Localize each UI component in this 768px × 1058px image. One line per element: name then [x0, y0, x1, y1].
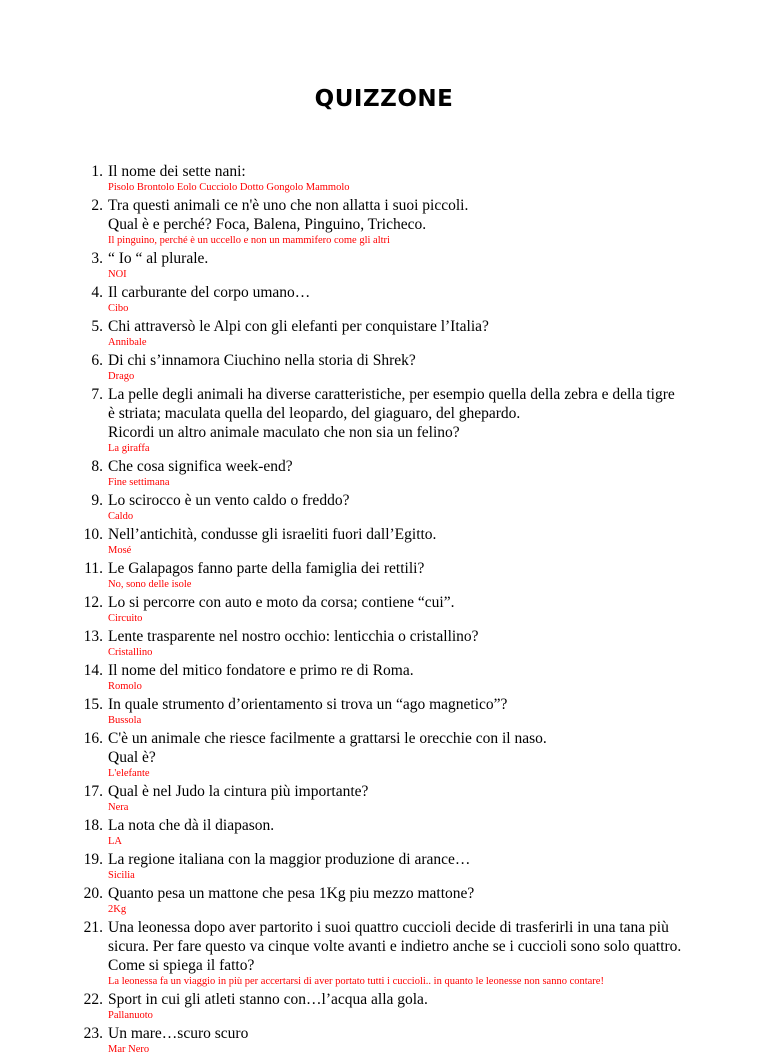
question-number: 9. [91, 492, 103, 509]
question-text: Qual è nel Judo la cintura più importante? [108, 783, 369, 800]
question-number: 8. [91, 458, 103, 475]
quiz-item [73, 249, 713, 282]
question-number: 22. [83, 991, 103, 1008]
answer-text: Pisolo Brontolo Eolo Cucciolo Dotto Gongolo Mammolo [108, 182, 350, 193]
question-text: Le Galapagos fanno parte della famiglia dei rettili? [108, 560, 425, 577]
question-number: 19. [83, 851, 103, 868]
question-number: 20. [83, 885, 103, 902]
question-text: Il carburante del corpo umano… [108, 284, 311, 301]
answer-text: Mar Nero [108, 1044, 150, 1055]
answer-text: La giraffa [108, 443, 150, 454]
answer-text: Annibale [108, 337, 147, 348]
answer-text: La leonessa fa un viaggio in più per accertarsi di aver portato tutti i cuccioli.. in quanto le leonesse non sanno contare! [108, 976, 604, 987]
question-text: Una leonessa dopo aver partorito i suoi quattro cuccioli decide di trasferirli in una tana più sicura. Per fare questo va cinque volte avanti e indietro anche se i cuccioli sono solo quattro. Come si spiega il fatto? [108, 919, 682, 974]
answer-text: Bussola [108, 715, 142, 726]
answer-text: Mosé [108, 545, 132, 556]
answer-text: Romolo [108, 681, 142, 692]
question-text: Un mare…scuro scuro [108, 1025, 249, 1042]
question-number: 3. [91, 250, 103, 267]
question-number: 21. [83, 919, 103, 936]
quiz-item [73, 729, 713, 781]
quiz-item [73, 1024, 713, 1057]
quiz-item [73, 283, 713, 316]
question-text: Nell’antichità, condusse gli israeliti fuori dall’Egitto. [108, 526, 437, 543]
question-number: 4. [91, 284, 103, 301]
answer-text: Nera [108, 802, 129, 813]
question-number: 15. [83, 696, 103, 713]
question-text: Il nome dei sette nani: [108, 163, 246, 180]
question-text: Di chi s’innamora Ciuchino nella storia di Shrek? [108, 352, 416, 369]
quiz-item [73, 196, 713, 248]
question-text: Che cosa significa week-end? [108, 458, 293, 475]
quiz-item [73, 661, 713, 694]
question-number: 1. [91, 163, 103, 180]
answer-text: Il pinguino, perché è un uccello e non un mammifero come gli altri [108, 235, 390, 246]
quiz-item [73, 525, 713, 558]
answer-text: LA [108, 836, 122, 847]
answer-text: 2Kg [108, 904, 127, 915]
question-number: 11. [84, 560, 103, 577]
quiz-item [73, 457, 713, 490]
answer-text: No, sono delle isole [108, 579, 192, 590]
quiz-item [73, 385, 713, 456]
quiz-item [73, 695, 713, 728]
quiz-item [73, 850, 713, 883]
answer-text: NOI [108, 269, 127, 280]
question-text: In quale strumento d’orientamento si trova un “ago magnetico”? [108, 696, 508, 713]
question-number: 10. [83, 526, 103, 543]
question-number: 23. [83, 1025, 103, 1042]
question-number: 2. [91, 197, 103, 214]
question-number: 14. [83, 662, 103, 679]
question-number: 7. [91, 386, 103, 403]
question-number: 18. [83, 817, 103, 834]
question-number: 16. [83, 730, 103, 747]
question-text: La pelle degli animali ha diverse caratteristiche, per esempio quella della zebra e della tigre è striata; maculata quella del leopardo, del giaguaro, del ghepardo. Ricordi un altro animale maculato che non sia un felino? [108, 386, 675, 441]
quiz-list [73, 162, 713, 1058]
quiz-item [73, 559, 713, 592]
quiz-item [73, 491, 713, 524]
quiz-item [73, 918, 713, 989]
answer-text: Fine settimana [108, 477, 170, 488]
quiz-item [73, 884, 713, 917]
page-title: QUIZZONE [314, 86, 454, 112]
question-number: 13. [83, 628, 103, 645]
question-text: “ Io “ al plurale. [108, 250, 209, 267]
question-number: 5. [91, 318, 103, 335]
quiz-item [73, 317, 713, 350]
question-text: Chi attraversò le Alpi con gli elefanti per conquistare l’Italia? [108, 318, 489, 335]
quiz-item [73, 782, 713, 815]
question-text: Lo scirocco è un vento caldo o freddo? [108, 492, 350, 509]
question-text: Lo si percorre con auto e moto da corsa; contiene “cui”. [108, 594, 455, 611]
question-text: Il nome del mitico fondatore e primo re di Roma. [108, 662, 414, 679]
question-text: Sport in cui gli atleti stanno con…l’acqua alla gola. [108, 991, 428, 1008]
question-text: Tra questi animali ce n'è uno che non allatta i suoi piccoli. Qual è e perché? Foca, Balena, Pinguino, Tricheco. [108, 197, 469, 233]
answer-text: Drago [108, 371, 135, 382]
answer-text: Pallanuoto [108, 1010, 153, 1021]
quiz-item [73, 593, 713, 626]
answer-text: Cristallino [108, 647, 153, 658]
question-text: Quanto pesa un mattone che pesa 1Kg piu mezzo mattone? [108, 885, 475, 902]
question-text: Lente trasparente nel nostro occhio: lenticchia o cristallino? [108, 628, 479, 645]
quiz-item [73, 627, 713, 660]
answer-text: Sicilia [108, 870, 135, 881]
question-number: 6. [91, 352, 103, 369]
answer-text: L'elefante [108, 768, 150, 779]
answer-text: Caldo [108, 511, 134, 522]
question-number: 17. [83, 783, 103, 800]
question-number: 12. [83, 594, 103, 611]
quiz-item [73, 351, 713, 384]
question-text: C'è un animale che riesce facilmente a grattarsi le orecchie con il naso. Qual è? [108, 730, 547, 766]
question-text: La nota che dà il diapason. [108, 817, 275, 834]
answer-text: Cibo [108, 303, 129, 314]
question-text: La regione italiana con la maggior produzione di arance… [108, 851, 471, 868]
quiz-item [73, 162, 713, 195]
answer-text: Circuito [108, 613, 143, 624]
quiz-item [73, 816, 713, 849]
quiz-item [73, 990, 713, 1023]
